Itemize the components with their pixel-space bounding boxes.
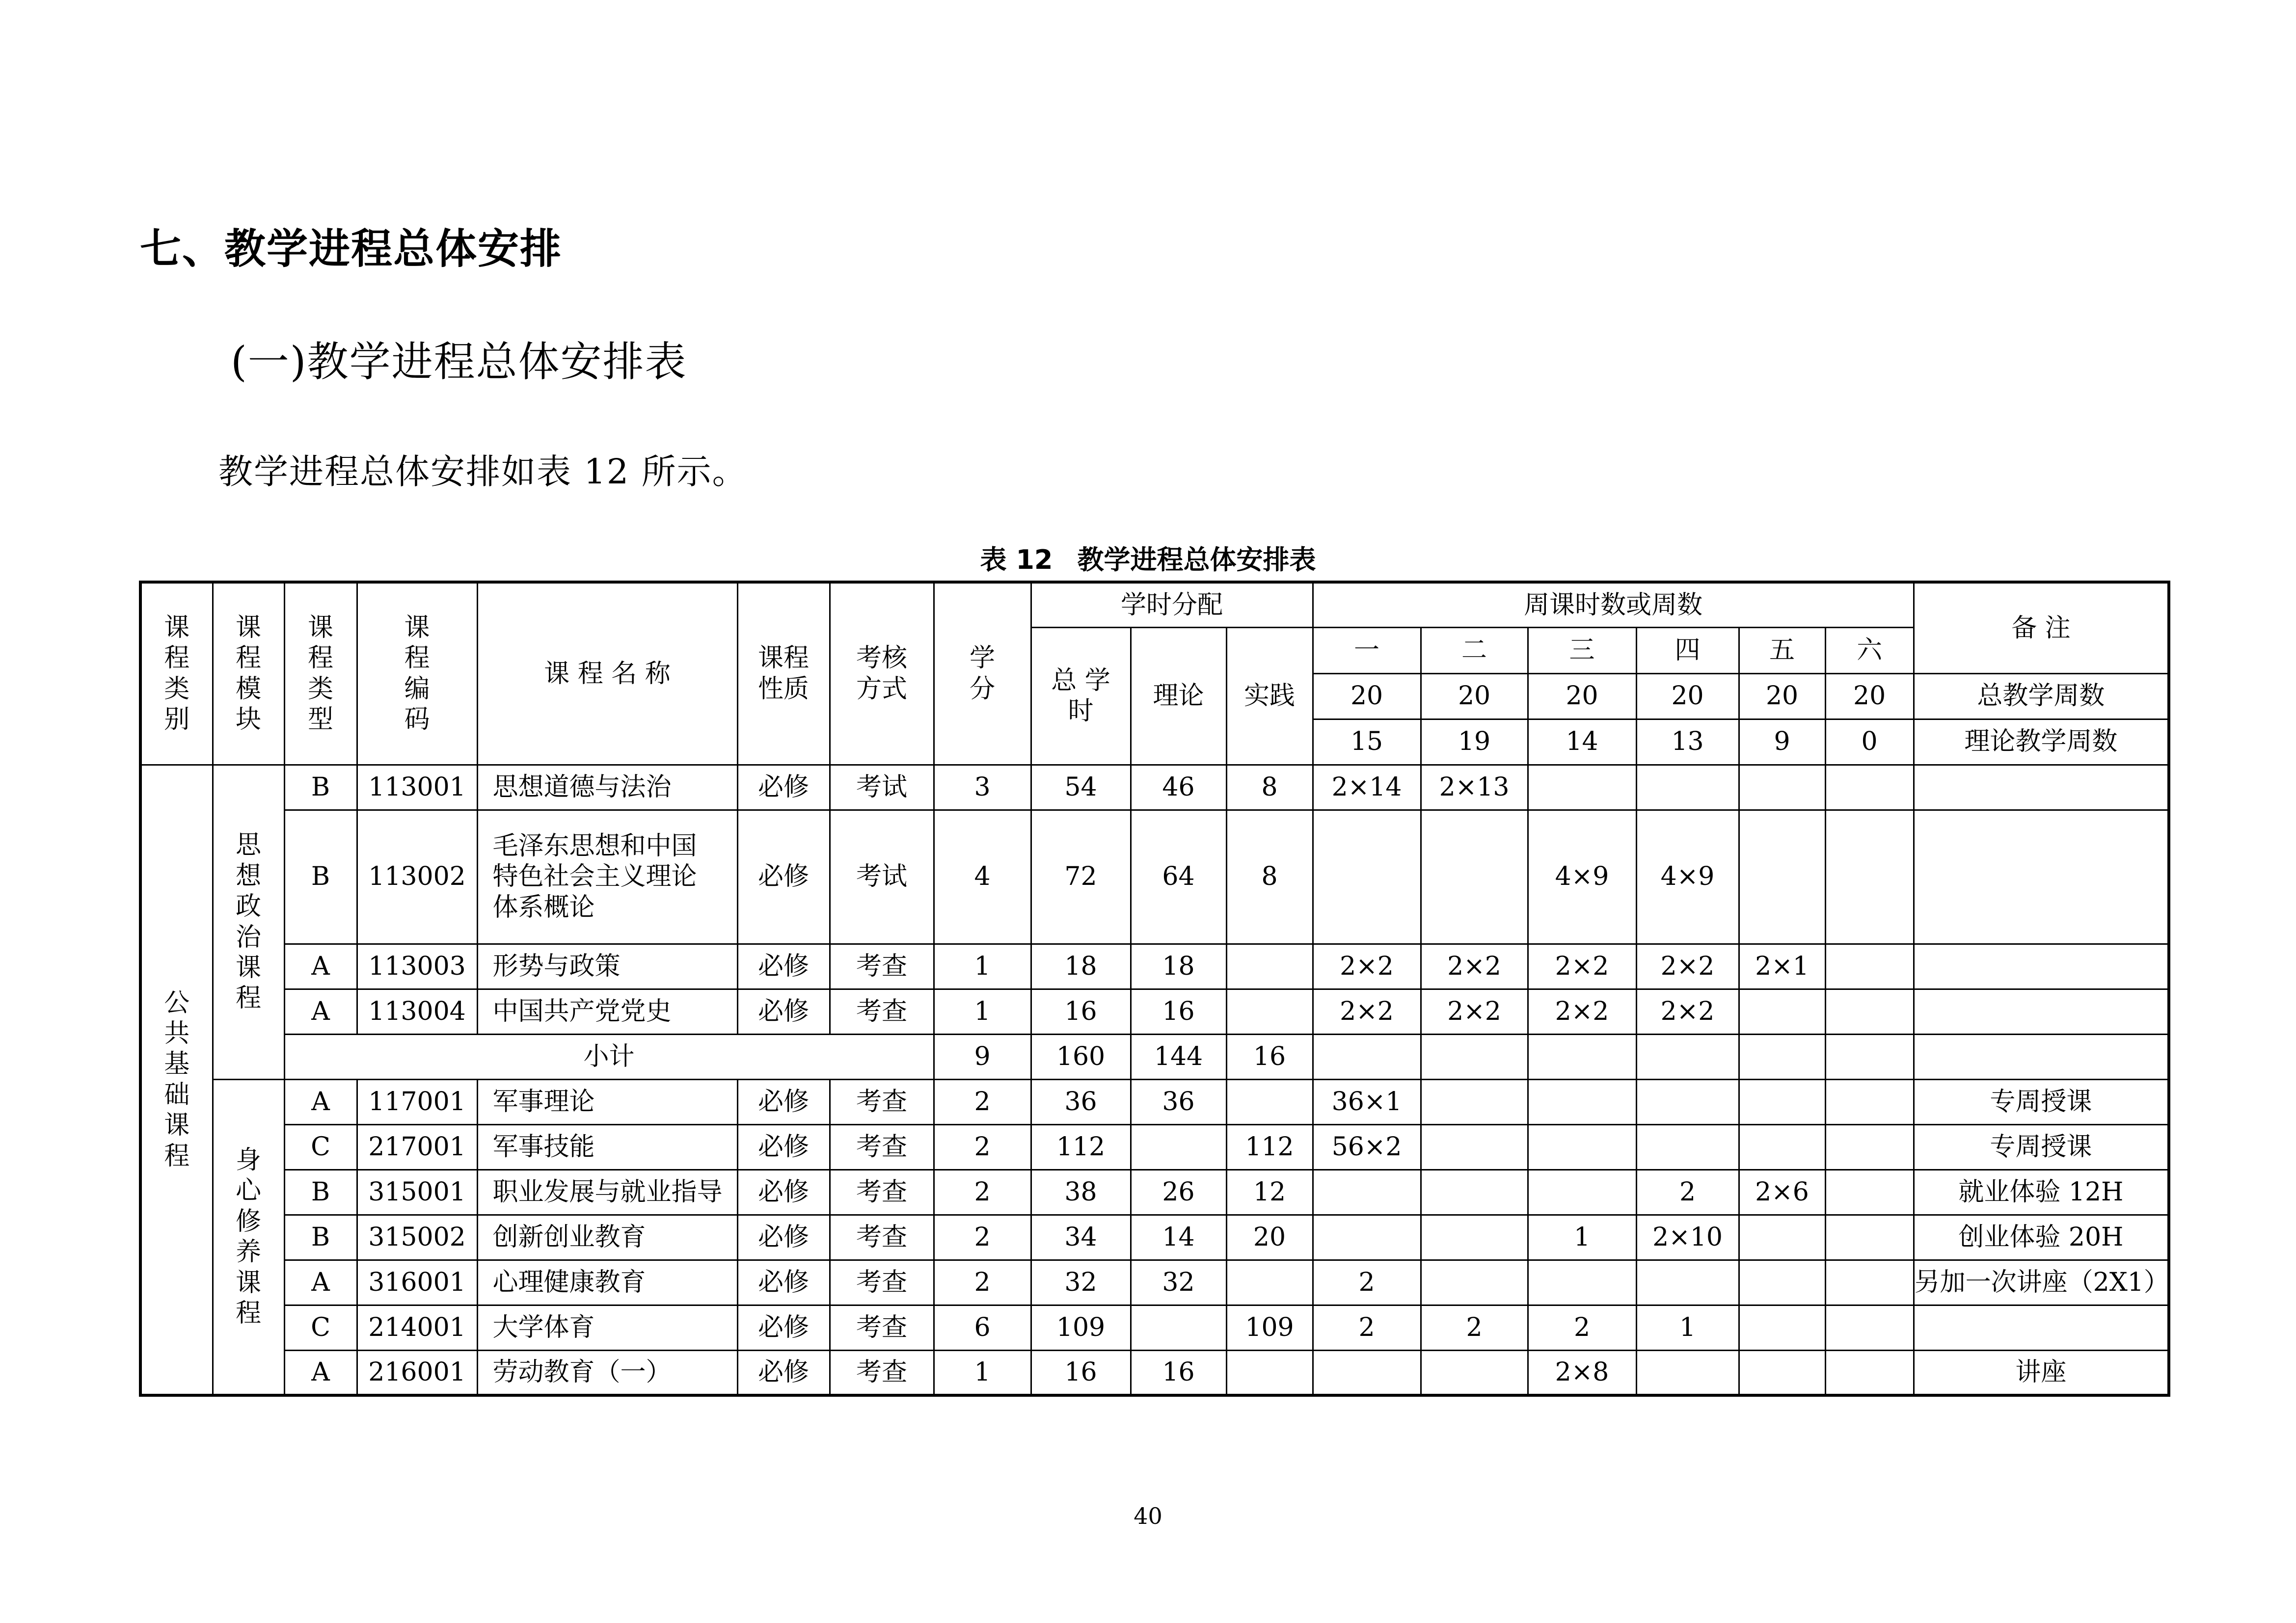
s5-cell	[1739, 1079, 1825, 1124]
course-name-cell: 思想道德与法治	[477, 765, 737, 810]
s3-cell: 2×8	[1528, 1350, 1636, 1395]
total-weeks-1: 20	[1313, 673, 1421, 719]
s6-cell	[1825, 810, 1914, 944]
s5-cell	[1739, 1124, 1825, 1170]
s3-cell: 2×2	[1528, 989, 1636, 1034]
s5-cell	[1739, 1215, 1825, 1260]
remark-cell: 另加一次讲座（2X1）	[1914, 1260, 2169, 1305]
total-weeks-4: 20	[1636, 673, 1739, 719]
subtotal-empty-cell	[1313, 1034, 1421, 1079]
module-cell: 身 心 修 养 课 程	[213, 1079, 284, 1395]
header-semester-6: 六	[1825, 627, 1914, 673]
s3-cell	[1528, 765, 1636, 810]
remark-cell	[1914, 765, 2169, 810]
exam-cell: 考查	[830, 1215, 934, 1260]
s1-cell: 2×2	[1313, 944, 1421, 989]
s3-cell	[1528, 1079, 1636, 1124]
code-cell: 315002	[357, 1215, 477, 1260]
exam-cell: 考查	[830, 1260, 934, 1305]
course-name-cell: 形势与政策	[477, 944, 737, 989]
s1-cell: 2×14	[1313, 765, 1421, 810]
theory-cell	[1131, 1124, 1226, 1170]
course-name-cell: 军事理论	[477, 1079, 737, 1124]
s5-cell	[1739, 989, 1825, 1034]
s5-cell	[1739, 810, 1825, 944]
nature-cell: 必修	[737, 989, 830, 1034]
header-course-type: 课 程 类 型	[284, 582, 357, 765]
code-cell: 217001	[357, 1124, 477, 1170]
course-name-cell: 创新创业教育	[477, 1215, 737, 1260]
theory-weeks-label: 理论教学周数	[1914, 719, 2169, 765]
subtotal-total: 160	[1031, 1034, 1131, 1079]
exam-cell: 考试	[830, 810, 934, 944]
theory-cell: 32	[1131, 1260, 1226, 1305]
theory-weeks-4: 13	[1636, 719, 1739, 765]
s1-cell: 56×2	[1313, 1124, 1421, 1170]
subtotal-practice: 16	[1226, 1034, 1313, 1079]
nature-cell: 必修	[737, 1305, 830, 1350]
s6-cell	[1825, 944, 1914, 989]
nature-cell: 必修	[737, 944, 830, 989]
theory-cell: 36	[1131, 1079, 1226, 1124]
total-cell: 32	[1031, 1260, 1131, 1305]
code-cell: 216001	[357, 1350, 477, 1395]
s6-cell	[1825, 989, 1914, 1034]
remark-cell: 就业体验 12H	[1914, 1170, 2169, 1215]
s1-cell	[1313, 1170, 1421, 1215]
nature-cell: 必修	[737, 1260, 830, 1305]
s2-cell: 2×2	[1421, 989, 1528, 1034]
s6-cell	[1825, 1305, 1914, 1350]
credit-cell: 6	[934, 1305, 1031, 1350]
credit-cell: 2	[934, 1170, 1031, 1215]
total-weeks-5: 20	[1739, 673, 1825, 719]
s3-cell	[1528, 1124, 1636, 1170]
course-name-cell: 职业发展与就业指导	[477, 1170, 737, 1215]
type-cell: C	[284, 1305, 357, 1350]
exam-cell: 考查	[830, 944, 934, 989]
intro-paragraph: 教学进程总体安排如表 12 所示。	[218, 452, 748, 492]
theory-cell: 64	[1131, 810, 1226, 944]
s4-cell: 1	[1636, 1305, 1739, 1350]
s2-cell	[1421, 1260, 1528, 1305]
table-row	[140, 1124, 2169, 1170]
type-cell: A	[284, 1079, 357, 1124]
s2-cell	[1421, 1079, 1528, 1124]
s2-cell	[1421, 1124, 1528, 1170]
s1-cell: 2×2	[1313, 989, 1421, 1034]
credit-cell: 3	[934, 765, 1031, 810]
header-total-hours: 总 学 时	[1031, 627, 1131, 765]
s4-cell	[1636, 765, 1739, 810]
exam-cell: 考试	[830, 765, 934, 810]
table-row	[140, 1260, 2169, 1305]
total-cell: 38	[1031, 1170, 1131, 1215]
type-cell: A	[284, 1350, 357, 1395]
s6-cell	[1825, 1260, 1914, 1305]
type-cell: B	[284, 1215, 357, 1260]
header-module: 课 程 模 块	[213, 582, 284, 765]
nature-cell: 必修	[737, 1350, 830, 1395]
s4-cell	[1636, 1124, 1739, 1170]
theory-cell	[1131, 1305, 1226, 1350]
exam-cell: 考查	[830, 1124, 934, 1170]
schedule-table	[139, 581, 2170, 1397]
total-cell: 112	[1031, 1124, 1131, 1170]
s3-cell: 2×2	[1528, 944, 1636, 989]
s6-cell	[1825, 1215, 1914, 1260]
s5-cell	[1739, 765, 1825, 810]
s3-cell: 4×9	[1528, 810, 1636, 944]
practice-cell: 8	[1226, 810, 1313, 944]
total-cell: 36	[1031, 1079, 1131, 1124]
total-cell: 16	[1031, 989, 1131, 1034]
page-number: 40	[1134, 1503, 1162, 1529]
code-cell: 315001	[357, 1170, 477, 1215]
type-cell: B	[284, 765, 357, 810]
course-name-cell: 军事技能	[477, 1124, 737, 1170]
remark-cell: 专周授课	[1914, 1079, 2169, 1124]
credit-cell: 2	[934, 1215, 1031, 1260]
subtotal-credit: 9	[934, 1034, 1031, 1079]
theory-cell: 16	[1131, 989, 1226, 1034]
credit-cell: 1	[934, 989, 1031, 1034]
table-caption-title: 教学进程总体安排表	[1077, 544, 1316, 575]
remark-cell	[1914, 989, 2169, 1034]
header-theory-hours: 理论	[1131, 627, 1226, 765]
s2-cell	[1421, 1215, 1528, 1260]
exam-cell: 考查	[830, 1170, 934, 1215]
theory-weeks-5: 9	[1739, 719, 1825, 765]
header-course-nature: 课程 性质	[737, 582, 830, 765]
subtotal-empty-cell	[1636, 1034, 1739, 1079]
nature-cell: 必修	[737, 1124, 830, 1170]
theory-weeks-3: 14	[1528, 719, 1636, 765]
code-cell: 113001	[357, 765, 477, 810]
s2-cell	[1421, 1350, 1528, 1395]
table-row	[140, 1350, 2169, 1395]
subtotal-row	[140, 1034, 2169, 1079]
practice-cell	[1226, 989, 1313, 1034]
s6-cell	[1825, 1170, 1914, 1215]
code-cell: 214001	[357, 1305, 477, 1350]
course-name-cell: 心理健康教育	[477, 1260, 737, 1305]
practice-cell: 8	[1226, 765, 1313, 810]
practice-cell	[1226, 944, 1313, 989]
practice-cell	[1226, 1350, 1313, 1395]
type-cell: B	[284, 1170, 357, 1215]
s2-cell	[1421, 1170, 1528, 1215]
theory-cell: 16	[1131, 1350, 1226, 1395]
nature-cell: 必修	[737, 1215, 830, 1260]
header-category: 课 程 类 别	[140, 582, 213, 765]
s4-cell: 2	[1636, 1170, 1739, 1215]
s4-cell: 2×2	[1636, 989, 1739, 1034]
practice-cell	[1226, 1079, 1313, 1124]
s6-cell	[1825, 765, 1914, 810]
code-cell: 117001	[357, 1079, 477, 1124]
s4-cell: 2×10	[1636, 1215, 1739, 1260]
total-weeks-label: 总教学周数	[1914, 673, 2169, 719]
practice-cell	[1226, 1260, 1313, 1305]
table-row	[140, 989, 2169, 1034]
theory-weeks-2: 19	[1421, 719, 1528, 765]
s1-cell	[1313, 1215, 1421, 1260]
theory-cell: 18	[1131, 944, 1226, 989]
header-credit: 学 分	[934, 582, 1031, 765]
s1-cell: 36×1	[1313, 1079, 1421, 1124]
remark-cell	[1914, 1305, 2169, 1350]
category-cell: 公 共 基 础 课 程	[140, 765, 213, 1395]
theory-cell: 14	[1131, 1215, 1226, 1260]
s3-cell	[1528, 1260, 1636, 1305]
theory-cell: 46	[1131, 765, 1226, 810]
s5-cell	[1739, 1350, 1825, 1395]
practice-cell: 12	[1226, 1170, 1313, 1215]
subtotal-label: 小计	[284, 1034, 934, 1079]
total-cell: 72	[1031, 810, 1131, 944]
s1-cell: 2	[1313, 1260, 1421, 1305]
code-cell: 316001	[357, 1260, 477, 1305]
s3-cell: 2	[1528, 1305, 1636, 1350]
s4-cell: 2×2	[1636, 944, 1739, 989]
header-course-code: 课 程 编 码	[357, 582, 477, 765]
s5-cell: 2×1	[1739, 944, 1825, 989]
exam-cell: 考查	[830, 1305, 934, 1350]
credit-cell: 1	[934, 944, 1031, 989]
practice-cell: 112	[1226, 1124, 1313, 1170]
nature-cell: 必修	[737, 765, 830, 810]
theory-weeks-6: 0	[1825, 719, 1914, 765]
theory-cell: 26	[1131, 1170, 1226, 1215]
credit-cell: 2	[934, 1079, 1031, 1124]
total-weeks-6: 20	[1825, 673, 1914, 719]
table-row	[140, 1079, 2169, 1124]
module-cell: 思 想 政 治 课 程	[213, 765, 284, 1079]
header-semester-3: 三	[1528, 627, 1636, 673]
course-name-cell: 毛泽东思想和中国 特色社会主义理论 体系概论	[477, 810, 737, 944]
total-weeks-2: 20	[1421, 673, 1528, 719]
header-semester-2: 二	[1421, 627, 1528, 673]
nature-cell: 必修	[737, 810, 830, 944]
s1-cell	[1313, 810, 1421, 944]
course-name-cell: 大学体育	[477, 1305, 737, 1350]
s3-cell	[1528, 1170, 1636, 1215]
s4-cell	[1636, 1350, 1739, 1395]
s2-cell	[1421, 810, 1528, 944]
header-weekly-group: 周课时数或周数	[1313, 582, 1914, 627]
table-row	[140, 1305, 2169, 1350]
s4-cell	[1636, 1079, 1739, 1124]
remark-cell: 讲座	[1914, 1350, 2169, 1395]
s2-cell: 2	[1421, 1305, 1528, 1350]
header-remark: 备 注	[1914, 582, 2169, 673]
credit-cell: 4	[934, 810, 1031, 944]
code-cell: 113003	[357, 944, 477, 989]
table-caption	[0, 539, 2296, 577]
exam-cell: 考查	[830, 1350, 934, 1395]
nature-cell: 必修	[737, 1079, 830, 1124]
total-weeks-3: 20	[1528, 673, 1636, 719]
total-cell: 54	[1031, 765, 1131, 810]
remark-cell	[1914, 944, 2169, 989]
section-heading: 七、教学进程总体安排	[140, 225, 563, 273]
s5-cell: 2×6	[1739, 1170, 1825, 1215]
s6-cell	[1825, 1124, 1914, 1170]
type-cell: A	[284, 989, 357, 1034]
s5-cell	[1739, 1305, 1825, 1350]
course-name-cell: 中国共产党党史	[477, 989, 737, 1034]
header-practice-hours: 实践	[1226, 627, 1313, 765]
subtotal-empty-cell	[1421, 1034, 1528, 1079]
table-row	[140, 765, 2169, 810]
code-cell: 113004	[357, 989, 477, 1034]
type-cell: B	[284, 810, 357, 944]
s1-cell: 2	[1313, 1305, 1421, 1350]
header-exam-method: 考核 方式	[830, 582, 934, 765]
code-cell: 113002	[357, 810, 477, 944]
subtotal-empty-cell	[1914, 1034, 2169, 1079]
practice-cell: 20	[1226, 1215, 1313, 1260]
subtotal-empty-cell	[1528, 1034, 1636, 1079]
s2-cell: 2×13	[1421, 765, 1528, 810]
s4-cell	[1636, 1260, 1739, 1305]
s4-cell: 4×9	[1636, 810, 1739, 944]
table-row	[140, 1215, 2169, 1260]
subtotal-empty-cell	[1825, 1034, 1914, 1079]
exam-cell: 考查	[830, 1079, 934, 1124]
total-cell: 18	[1031, 944, 1131, 989]
total-cell: 16	[1031, 1350, 1131, 1395]
remark-cell	[1914, 810, 2169, 944]
exam-cell: 考查	[830, 989, 934, 1034]
table-row	[140, 810, 2169, 944]
nature-cell: 必修	[737, 1170, 830, 1215]
type-cell: A	[284, 944, 357, 989]
header-hours-group: 学时分配	[1031, 582, 1313, 627]
s3-cell: 1	[1528, 1215, 1636, 1260]
header-course-name: 课 程 名 称	[477, 582, 737, 765]
type-cell: C	[284, 1124, 357, 1170]
total-cell: 34	[1031, 1215, 1131, 1260]
credit-cell: 2	[934, 1260, 1031, 1305]
subtotal-empty-cell	[1739, 1034, 1825, 1079]
header-semester-4: 四	[1636, 627, 1739, 673]
header-semester-5: 五	[1739, 627, 1825, 673]
course-name-cell: 劳动教育（一）	[477, 1350, 737, 1395]
subtotal-theory: 144	[1131, 1034, 1226, 1079]
table-caption-number: 表 12	[980, 544, 1053, 575]
theory-weeks-1: 15	[1313, 719, 1421, 765]
remark-cell: 创业体验 20H	[1914, 1215, 2169, 1260]
s5-cell	[1739, 1260, 1825, 1305]
subsection-heading: (一)教学进程总体安排表	[231, 338, 687, 386]
table-row	[140, 1170, 2169, 1215]
credit-cell: 1	[934, 1350, 1031, 1395]
s2-cell: 2×2	[1421, 944, 1528, 989]
header-semester-1: 一	[1313, 627, 1421, 673]
s1-cell	[1313, 1350, 1421, 1395]
type-cell: A	[284, 1260, 357, 1305]
remark-cell: 专周授课	[1914, 1124, 2169, 1170]
credit-cell: 2	[934, 1124, 1031, 1170]
s6-cell	[1825, 1079, 1914, 1124]
total-cell: 109	[1031, 1305, 1131, 1350]
table-row	[140, 944, 2169, 989]
practice-cell: 109	[1226, 1305, 1313, 1350]
s6-cell	[1825, 1350, 1914, 1395]
